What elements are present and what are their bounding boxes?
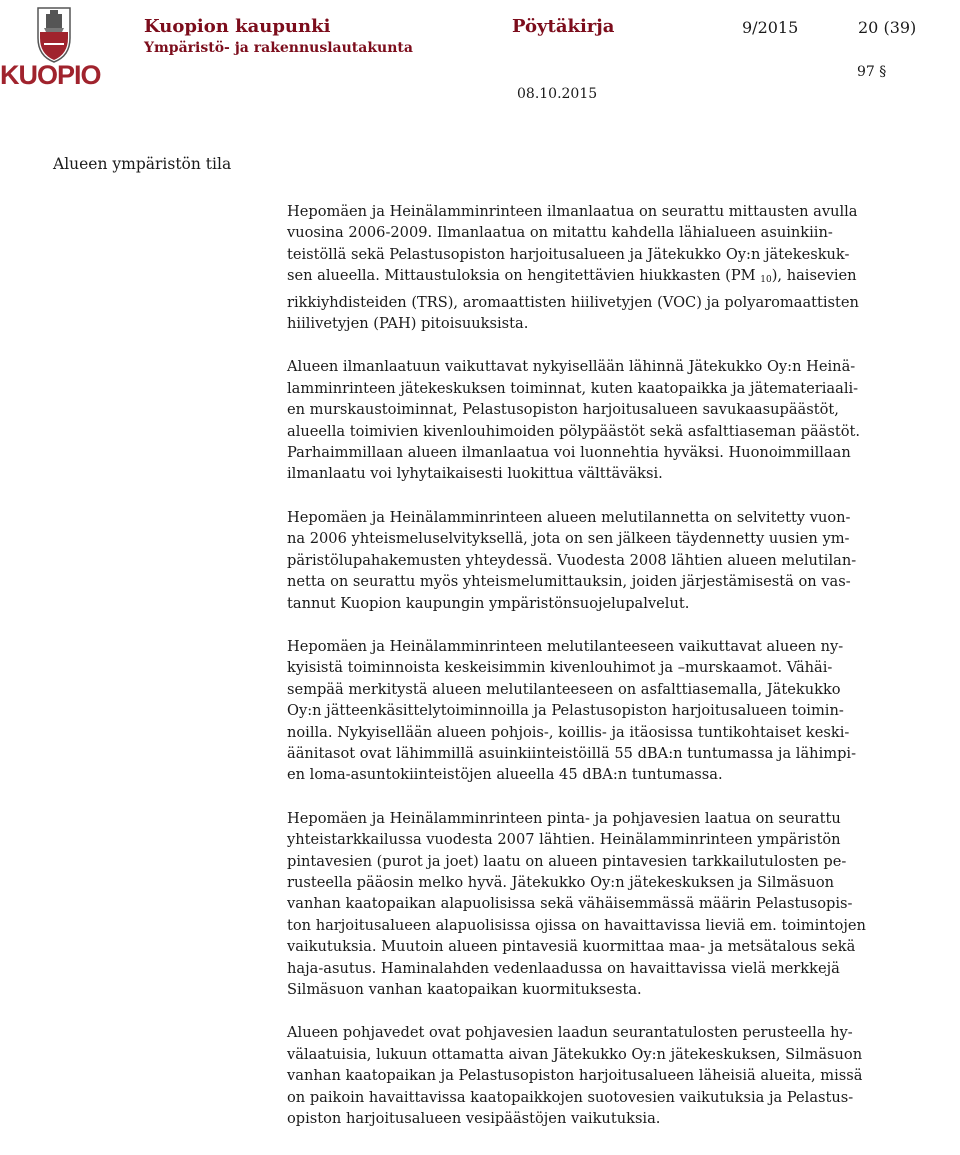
paragraph-air-quality <box>287 201 952 334</box>
coat-of-arms-icon <box>6 4 102 66</box>
text-line: na 2006 yhteismeluselvityksellä, jota on sen jälkeen täydennetty uusien ym- <box>287 530 850 548</box>
paragraph-surface-water <box>287 808 952 1001</box>
text-line: Hepomäen ja Heinälamminrinteen melutilanteeseen vaikuttavat alueen ny- <box>287 637 844 655</box>
organization-name: Kuopion kaupunki <box>144 16 331 37</box>
text-line: Hepomäen ja Heinälamminrinteen ilmanlaatua on seurattu mittausten avulla <box>287 203 858 220</box>
text-line: pintavesien (purot ja joet) laatu on alueen pintavesien tarkkailutulosten pe- <box>287 852 847 870</box>
board-name: Ympäristö- ja rakennuslautakunta <box>144 40 413 56</box>
text-line-with-subscript <box>287 265 952 291</box>
logo-wordmark: KUOPIO <box>0 60 101 90</box>
pm-subscript: 10 <box>760 275 772 286</box>
text-line: Hepomäen ja Heinälamminrinteen alueen melutilannetta on selvitetty vuon- <box>287 508 851 526</box>
text-line: en loma-asuntokiinteistöjen alueella 45 dBA:n tuntumassa. <box>287 766 723 784</box>
text-line: äänitasot ovat lähimmillä asuinkiinteistöillä 55 dBA:n tuntumassa ja lähimpi- <box>287 744 857 762</box>
text-line: kyisistä toiminnoista keskeisimmin kivenlouhimot ja –murskaamot. Vähäi- <box>287 659 833 677</box>
document-number: 9/2015 <box>742 18 799 37</box>
paragraph-noise-sources <box>287 636 952 786</box>
text-line: sempää merkitystä alueen melutilanteeseen on asfalttiasemalla, Jätekukko <box>287 680 841 698</box>
paragraph-air-sources <box>287 356 952 484</box>
text-line: on paikoin havaittavissa kaatopaikkojen suotovesien vaikutuksia ja Pelastus- <box>287 1088 854 1106</box>
text-line: vanhan kaatopaikan alapuolisissa sekä vähäisemmässä määrin Pelastusopis- <box>287 895 853 913</box>
text-line: lamminrinteen jätekeskuksen toiminnat, kuten kaatopaikka ja jätemateriaali- <box>287 379 859 397</box>
paragraph-groundwater <box>287 1022 952 1129</box>
text-line: Oy:n jätteenkäsittelytoiminnoilla ja Pelastusopiston harjoitusalueen toimin- <box>287 702 844 720</box>
text-line: tannut Kuopion kaupungin ympäristönsuojelupalvelut. <box>287 594 690 612</box>
text-line: päristölupahakemusten yhteydessä. Vuodesta 2008 lähtien alueen melutilan- <box>287 551 857 569</box>
text-line: rikkiyhdisteiden (TRS), aromaattisten hiilivetyjen (VOC) ja polyaromaattisten <box>287 293 859 311</box>
text-line: ilmanlaatu voi lyhytaikaisesti luokittua välttäväksi. <box>287 465 663 483</box>
text-line: ton harjoitusalueen alapuolisissa ojissa on havaittavissa lieviä em. toimintojen <box>287 916 866 934</box>
document-type: Pöytäkirja <box>512 16 615 37</box>
text-line: en murskaustoiminnat, Pelastusopiston harjoitusalueen savukaasupäästöt, <box>287 401 839 419</box>
text-line: opiston harjoitusalueen vesipäästöjen vaikutuksia. <box>287 1110 661 1128</box>
text-segment: ), haisevien <box>771 267 857 285</box>
text-line: Alueen pohjavedet ovat pohjavesien laadun seurantatulosten perusteella hy- <box>287 1024 853 1042</box>
text-line: vaikutuksia. Muutoin alueen pintavesiä kuormittaa maa- ja metsätalous sekä <box>287 938 856 956</box>
text-segment: sen alueella. Mittaustuloksia on hengitettävien hiukkasten (PM <box>287 267 761 285</box>
text-line: netta on seurattu myös yhteismelumittauksin, joiden järjestämisestä on vas- <box>287 573 851 591</box>
text-line: alueella toimivien kivenlouhimoiden pölypäästöt sekä asfalttiaseman päästöt. <box>287 422 861 440</box>
text-line: välaatuisia, lukuun ottamatta aivan Jätekukko Oy:n jätekeskuksen, Silmäsuon <box>287 1045 863 1063</box>
page-number: 20 (39) <box>858 18 917 37</box>
meeting-date: 08.10.2015 <box>517 86 598 102</box>
text-line: vuosina 2006-2009. Ilmanlaatua on mitattu kahdella lähialueen asuinkiin- <box>287 224 833 242</box>
section-number: 97 § <box>857 64 887 80</box>
text-line: Silmäsuon vanhan kaatopaikan kuormituksesta. <box>287 981 642 998</box>
text-line: teistöllä sekä Pelastusopiston harjoitusalueen ja Jätekukko Oy:n jätekeskuk- <box>287 245 850 263</box>
body-text <box>287 201 952 1151</box>
text-line: rusteella pääosin melko hyvä. Jätekukko Oy:n jätekeskuksen ja Silmäsuon <box>287 873 835 891</box>
text-line: Parhaimmillaan alueen ilmanlaatua voi luonnehtia hyväksi. Huonoimmillaan <box>287 444 851 462</box>
paragraph-noise-survey <box>287 507 952 614</box>
section-heading: Alueen ympäristön tila <box>53 155 232 173</box>
text-line: vanhan kaatopaikan ja Pelastusopiston harjoitusalueen läheisiä alueita, missä <box>287 1067 863 1085</box>
text-line: Hepomäen ja Heinälamminrinteen pinta- ja pohjavesien laatua on seurattu <box>287 809 841 827</box>
text-line: noilla. Nykyisellään alueen pohjois-, koillis- ja itäosissa tuntikohtaiset keski- <box>287 723 850 741</box>
text-line: haja-asutus. Haminalahden vedenlaadussa on havaittavissa vielä merkkejä <box>287 959 840 977</box>
text-line: hiilivetyjen (PAH) pitoisuuksista. <box>287 315 529 333</box>
text-line: yhteistarkkailussa vuodesta 2007 lähtien. Heinälamminrinteen ympäristön <box>287 831 841 849</box>
text-line: Alueen ilmanlaatuun vaikuttavat nykyisellään lähinnä Jätekukko Oy:n Heinä- <box>287 358 856 376</box>
